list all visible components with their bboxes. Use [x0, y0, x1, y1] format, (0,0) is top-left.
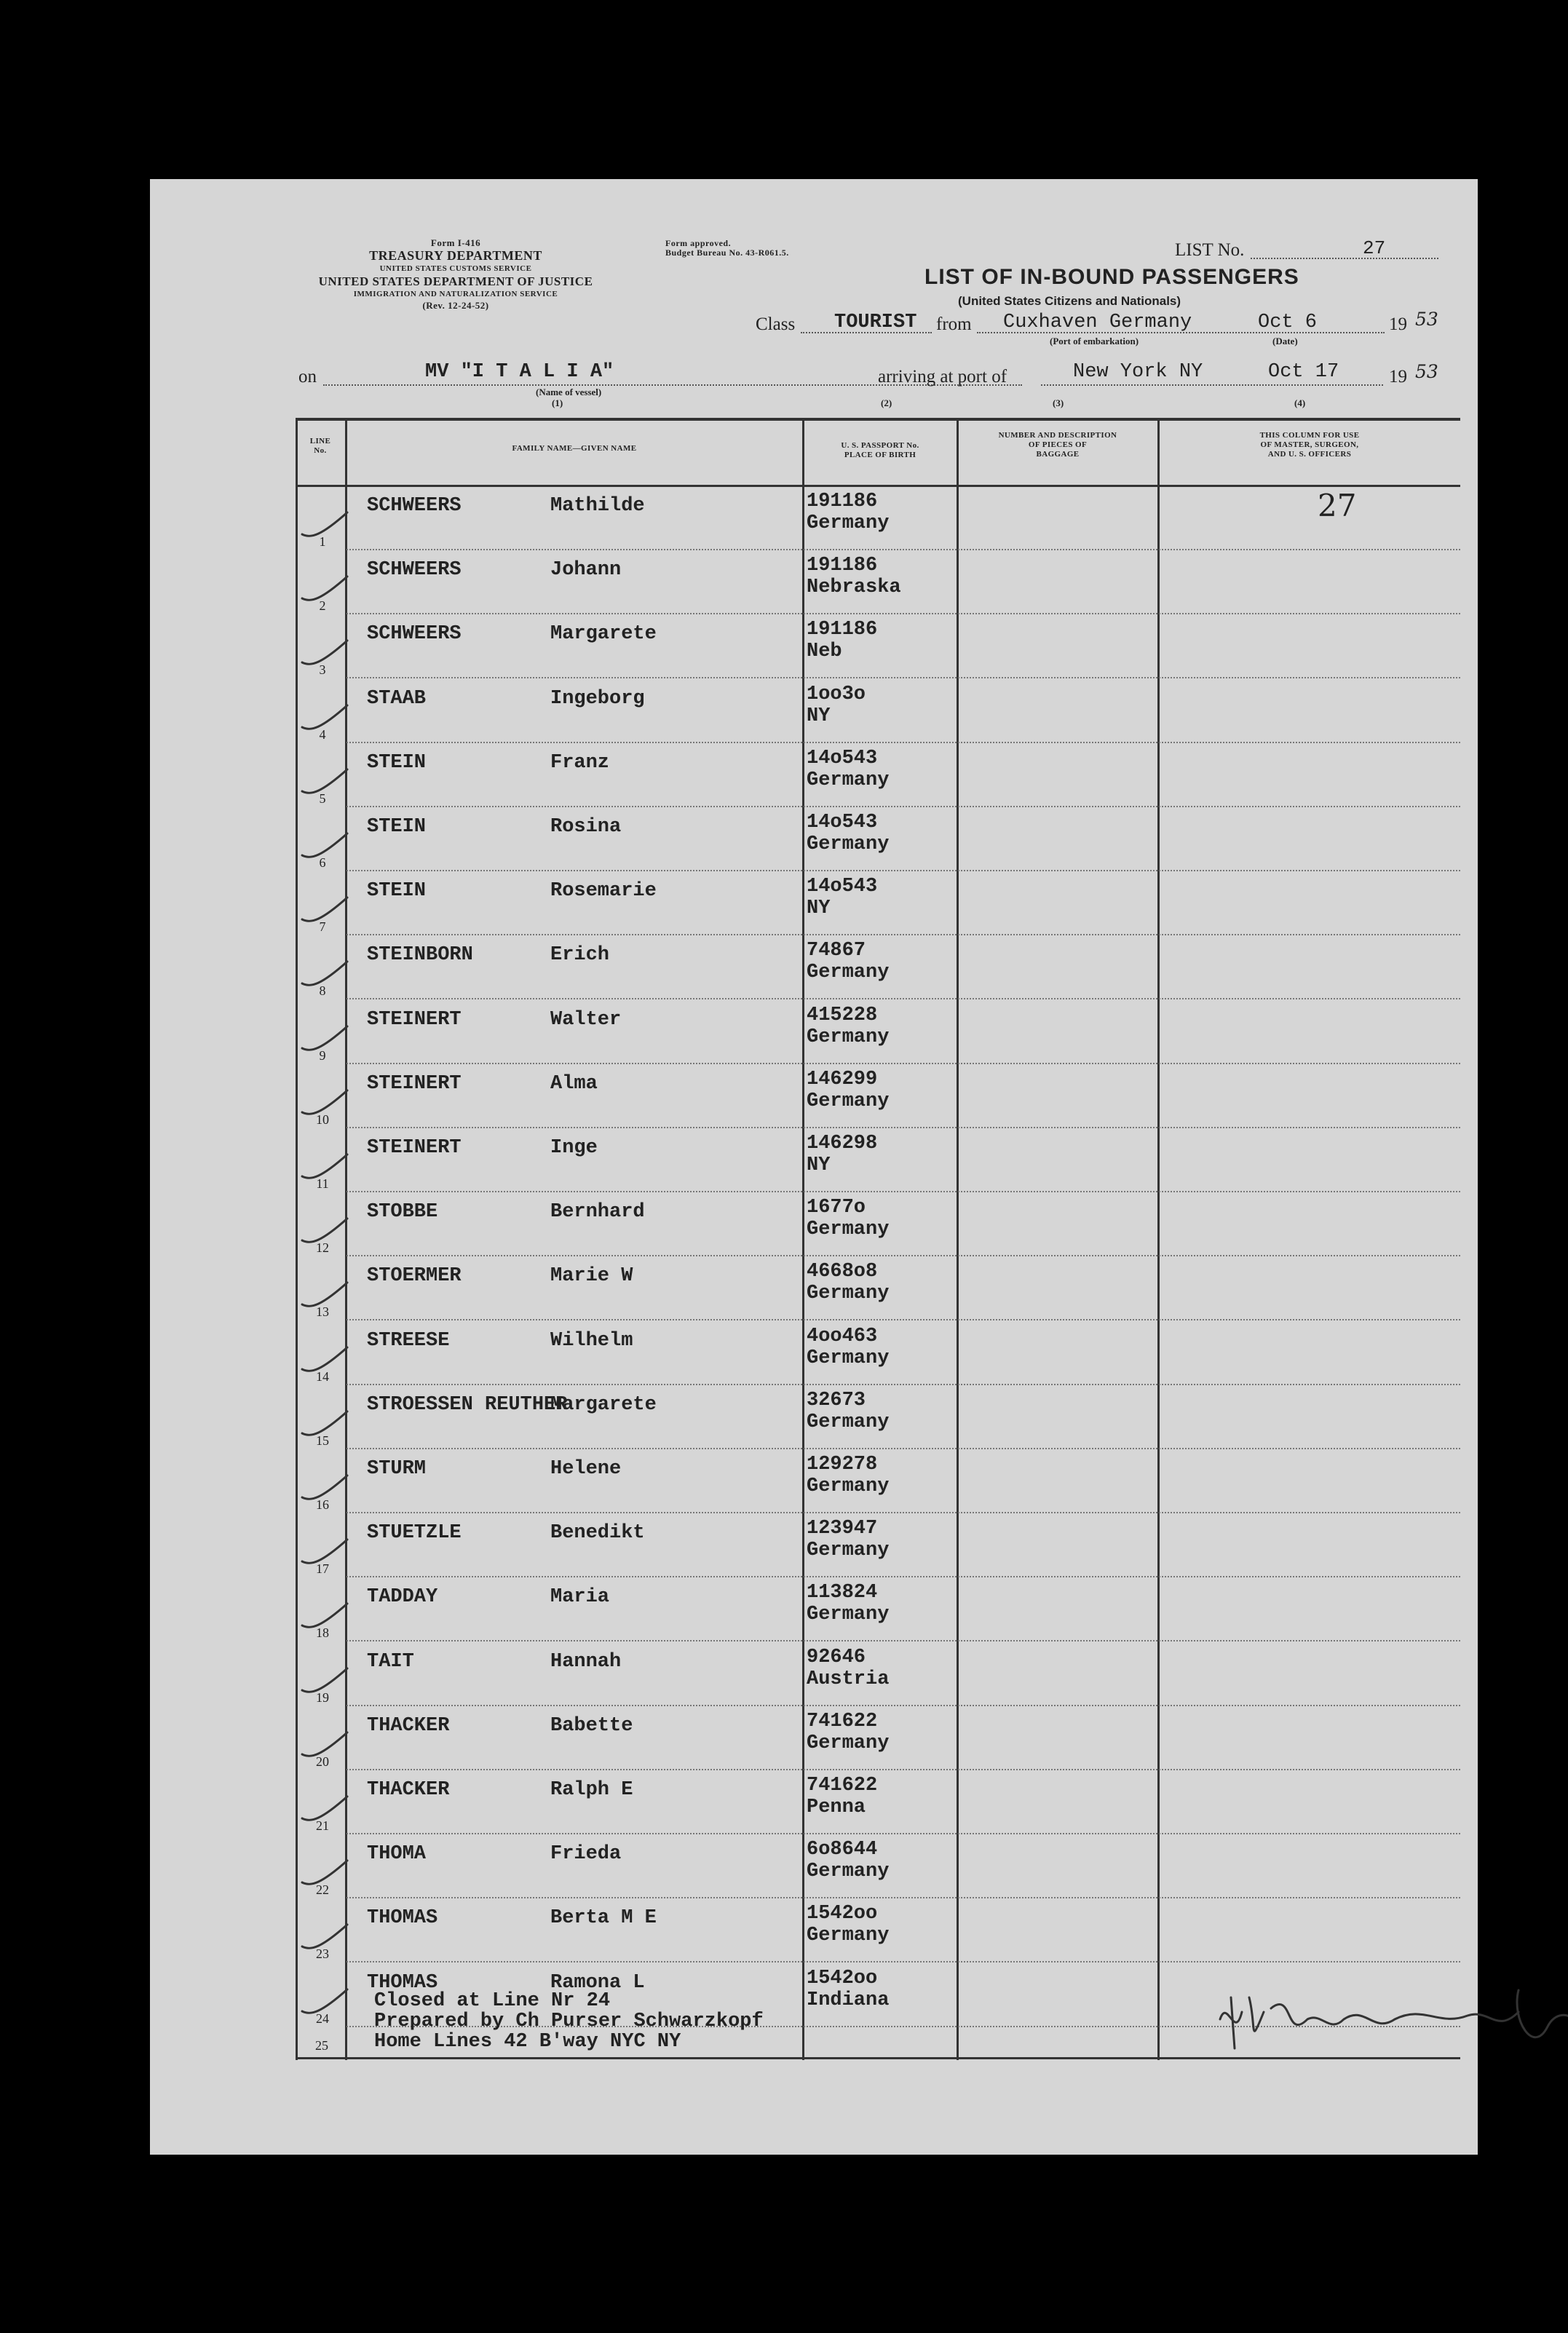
list-no-line — [1251, 258, 1438, 259]
on-label: on — [298, 367, 317, 387]
place-of-birth: Austria — [807, 1668, 890, 1690]
place-of-birth: Germany — [807, 1861, 890, 1883]
table-row — [296, 486, 1460, 550]
passport-number: 741622 — [807, 1710, 878, 1732]
given-name: Johann — [550, 559, 622, 582]
arr-year-prefix: 19 — [1389, 367, 1407, 387]
given-name: Walter — [550, 1008, 622, 1031]
line-number: 10 — [316, 1112, 329, 1127]
passport-birthplace — [807, 1903, 889, 1946]
form-approved: Form approved. — [665, 238, 732, 248]
given-name: Helene — [550, 1458, 622, 1480]
given-name: Mathilde — [550, 495, 645, 517]
family-name: STEIN — [367, 751, 427, 774]
passport-birthplace — [807, 1390, 889, 1433]
table-row — [296, 1000, 1460, 1064]
place-of-birth: Germany — [807, 833, 890, 855]
justice-dept: UNITED STATES DEPARTMENT OF JUSTICE — [318, 274, 593, 288]
passport-birthplace — [807, 1775, 877, 1818]
passport-number: 4668o8 — [807, 1261, 878, 1283]
passport-birthplace — [807, 1326, 889, 1369]
place-of-birth: Germany — [807, 1347, 890, 1369]
passport-number: 191186 — [807, 491, 878, 512]
line-number: 21 — [316, 1818, 329, 1833]
col-header-passport — [804, 441, 957, 460]
place-of-birth: Penna — [807, 1797, 866, 1818]
embark-caption: (Port of embarkation) — [1050, 336, 1139, 346]
line-number: 7 — [319, 919, 326, 935]
page-title: LIST OF IN-BOUND PASSENGERS — [924, 265, 1299, 289]
line-number: 15 — [316, 1433, 329, 1448]
treasury-dept: TREASURY DEPARTMENT — [369, 248, 542, 263]
given-name: Berta M E — [550, 1907, 657, 1930]
passport-birthplace — [807, 1968, 889, 2011]
from-value: Cuxhaven Germany — [1003, 312, 1192, 333]
line-number: 17 — [316, 1561, 329, 1577]
col-line-2: No. — [314, 446, 327, 455]
passport-number: 14o543 — [807, 812, 878, 833]
passport-birthplace — [807, 555, 901, 598]
line-number: 4 — [319, 726, 326, 742]
list-no-value: 27 — [1363, 237, 1386, 259]
table-top-border — [296, 418, 1460, 421]
table-row — [296, 1064, 1460, 1128]
passport-birthplace — [807, 1518, 889, 1561]
passport-number: 1542oo — [807, 1967, 878, 1989]
line-number: 2 — [319, 598, 326, 614]
family-name: STREESE — [367, 1329, 450, 1352]
col-header-name — [347, 444, 802, 453]
passport-number: 1677o — [807, 1197, 866, 1219]
line-number: 5 — [319, 791, 326, 806]
passport-birthplace — [807, 812, 889, 855]
family-name: THOMAS — [367, 1971, 438, 1994]
passport-number: 191186 — [807, 619, 878, 641]
line-number: 8 — [319, 983, 326, 999]
family-name: STURM — [367, 1458, 427, 1480]
table-row — [296, 1770, 1460, 1834]
col-header-line — [296, 437, 345, 456]
given-name: Ralph E — [550, 1779, 633, 1801]
col-passport-2: PLACE OF BIRTH — [844, 451, 916, 459]
class-label: Class — [756, 314, 796, 334]
footer-home-lines: Home Lines 42 B'way NYC NY — [374, 2031, 681, 2053]
col-header-officers — [1159, 431, 1460, 459]
place-of-birth: Germany — [807, 1090, 890, 1112]
table-row — [296, 1834, 1460, 1898]
family-name: STROESSEN REUTHER — [367, 1393, 568, 1416]
table-row — [296, 1256, 1460, 1320]
family-name: SCHWEERS — [367, 623, 462, 646]
passport-birthplace — [807, 1005, 889, 1048]
place-of-birth: Germany — [807, 1026, 890, 1048]
place-of-birth: Germany — [807, 962, 890, 984]
dep-year-prefix: 19 — [1389, 314, 1407, 334]
family-name: STEINERT — [367, 1072, 462, 1095]
family-name: THACKER — [367, 1714, 450, 1737]
list-no-label: LIST No. — [1175, 240, 1245, 260]
table-row — [296, 1577, 1460, 1641]
line-number: 24 — [316, 2011, 329, 2026]
col-baggage-1: NUMBER AND DESCRIPTION — [998, 431, 1117, 440]
col-baggage-2: OF PIECES OF — [1028, 440, 1088, 449]
place-of-birth: Germany — [807, 769, 890, 791]
from-label: from — [936, 314, 972, 334]
officer-signature — [1205, 1968, 1568, 2070]
passport-number: 14o543 — [807, 876, 878, 898]
family-name: THOMAS — [367, 1907, 438, 1930]
place-of-birth: Germany — [807, 1283, 890, 1305]
passport-birthplace — [807, 1197, 889, 1240]
passport-number: 191186 — [807, 555, 878, 577]
vessel-name: MV "I T A L I A" — [425, 361, 614, 383]
line-number: 12 — [316, 1240, 329, 1256]
officer-note: 27 — [1318, 488, 1357, 523]
family-name: TADDAY — [367, 1586, 438, 1609]
arrival-port: New York NY — [1073, 361, 1203, 383]
form-number: Form I-416 — [430, 237, 481, 248]
passport-number: 113824 — [807, 1582, 878, 1604]
line-number: 11 — [316, 1176, 329, 1191]
table-row — [296, 550, 1460, 614]
table-row — [296, 1321, 1460, 1385]
passport-birthplace — [807, 876, 877, 919]
form-header — [292, 237, 619, 312]
arrival-date: Oct 17 — [1268, 361, 1339, 383]
line-number: 20 — [316, 1754, 329, 1769]
form-approval — [665, 239, 789, 258]
given-name: Rosina — [550, 816, 622, 838]
given-name: Alma — [550, 1072, 598, 1095]
place-of-birth: Germany — [807, 1732, 890, 1754]
given-name: Rosemarie — [550, 880, 657, 903]
table-row — [296, 743, 1460, 807]
family-name: STAAB — [367, 687, 427, 710]
passport-number: 415228 — [807, 1004, 878, 1026]
place-of-birth: Germany — [807, 512, 890, 534]
table-row — [296, 1642, 1460, 1706]
table-row — [296, 1192, 1460, 1256]
col4-caption: (4) — [1294, 397, 1306, 408]
place-of-birth: Germany — [807, 1925, 890, 1947]
family-name: SCHWEERS — [367, 559, 462, 582]
line-number: 1 — [319, 534, 326, 549]
passport-birthplace — [807, 1582, 889, 1625]
arriving-label: arriving at port of — [878, 367, 1007, 387]
line-number: 13 — [316, 1304, 329, 1320]
passport-number: 92646 — [807, 1646, 866, 1668]
place-of-birth: Germany — [807, 1540, 890, 1562]
footer-closed: Closed at Line Nr 24 — [374, 1990, 611, 2012]
line-number: 6 — [319, 855, 326, 870]
given-name: Ramona L — [550, 1971, 645, 1994]
table-row — [296, 1385, 1460, 1449]
line-number: 16 — [316, 1497, 329, 1512]
passport-number: 146298 — [807, 1133, 878, 1154]
passport-number: 1oo3o — [807, 683, 866, 705]
customs-service: UNITED STATES CUSTOMS SERVICE — [379, 264, 532, 273]
col-officers-2: OF MASTER, SURGEON, — [1260, 440, 1359, 449]
table-row — [296, 614, 1460, 678]
col-line-1: LINE — [309, 437, 331, 445]
given-name: Babette — [550, 1714, 633, 1737]
last-line-number: 25 — [315, 2038, 328, 2053]
passport-number: 741622 — [807, 1775, 878, 1797]
passport-number: 129278 — [807, 1454, 878, 1476]
place-of-birth: Germany — [807, 1476, 890, 1497]
line-number: 14 — [316, 1368, 329, 1384]
table-row — [296, 1706, 1460, 1770]
col-officers-3: AND U. S. OFFICERS — [1267, 450, 1352, 459]
line-number: 22 — [316, 1882, 329, 1898]
departure-date: Oct 6 — [1258, 312, 1318, 333]
passenger-table — [296, 418, 1460, 2060]
col-baggage-3: BAGGAGE — [1036, 450, 1080, 459]
place-of-birth: NY — [807, 1154, 831, 1176]
place-of-birth: Neb — [807, 641, 842, 663]
passport-birthplace — [807, 491, 889, 534]
page-subtitle: (United States Citizens and Nationals) — [958, 294, 1181, 308]
passport-birthplace — [807, 1261, 889, 1304]
family-name: STEIN — [367, 880, 427, 903]
col-officers-1: THIS COLUMN FOR USE — [1259, 431, 1360, 440]
ins-service: IMMIGRATION AND NATURALIZATION SERVICE — [353, 290, 558, 298]
place-of-birth: Germany — [807, 1219, 890, 1241]
passport-birthplace — [807, 1711, 889, 1754]
form-revision: (Rev. 12-24-52) — [422, 300, 489, 311]
table-row — [296, 807, 1460, 871]
place-of-birth: NY — [807, 898, 831, 920]
passport-number: 14o543 — [807, 747, 878, 769]
family-name: TAIT — [367, 1650, 414, 1673]
passport-birthplace — [807, 940, 889, 983]
passport-birthplace — [807, 1839, 889, 1882]
given-name: Wilhelm — [550, 1329, 633, 1352]
given-name: Erich — [550, 944, 610, 967]
place-of-birth: Indiana — [807, 1989, 890, 2011]
line-number: 9 — [319, 1047, 326, 1063]
passport-number: 74867 — [807, 940, 866, 962]
given-name: Marie W — [550, 1265, 633, 1288]
given-name: Hannah — [550, 1650, 622, 1673]
table-row — [296, 871, 1460, 935]
family-name: STOERMER — [367, 1265, 462, 1288]
family-name: THACKER — [367, 1779, 450, 1801]
family-name: STEIN — [367, 816, 427, 838]
table-row — [296, 1128, 1460, 1192]
table-row — [296, 935, 1460, 999]
col-header-baggage — [958, 431, 1157, 459]
passport-birthplace — [807, 684, 866, 727]
date-caption: (Date) — [1272, 336, 1298, 346]
line-number: 19 — [316, 1690, 329, 1705]
family-name: STEINERT — [367, 1008, 462, 1031]
footer-prepared: Prepared by Ch Purser Schwarzkopf — [374, 2011, 764, 2032]
given-name: Inge — [550, 1137, 598, 1159]
family-name: STUETZLE — [367, 1522, 462, 1545]
dep-year: 53 — [1415, 309, 1438, 330]
passport-number: 32673 — [807, 1389, 866, 1411]
given-name: Frieda — [550, 1843, 622, 1866]
given-name: Bernhard — [550, 1201, 645, 1224]
given-name: Franz — [550, 751, 610, 774]
col3-caption: (3) — [1053, 397, 1064, 408]
table-row — [296, 679, 1460, 743]
manifest-sheet — [150, 179, 1478, 2155]
passport-birthplace — [807, 619, 877, 662]
family-name: SCHWEERS — [367, 495, 462, 517]
passport-number: 123947 — [807, 1518, 878, 1540]
passport-number: 146299 — [807, 1068, 878, 1090]
passport-birthplace — [807, 748, 889, 791]
family-name: STEINERT — [367, 1137, 462, 1159]
family-name: STOBBE — [367, 1201, 438, 1224]
passport-birthplace — [807, 1647, 889, 1690]
table-row — [296, 1513, 1460, 1577]
line-number: 23 — [316, 1946, 329, 1962]
col2-caption: (2) — [881, 397, 892, 408]
budget-bureau: Budget Bureau No. 43-R061.5. — [665, 247, 789, 258]
class-value: TOURIST — [834, 312, 917, 333]
table-row — [296, 1449, 1460, 1513]
col-passport-1: U. S. PASSPORT No. — [841, 441, 919, 450]
given-name: Ingeborg — [550, 687, 645, 710]
passport-number: 6o8644 — [807, 1839, 878, 1861]
col1-caption: (1) — [552, 397, 563, 408]
vessel-caption: (Name of vessel) — [536, 387, 602, 397]
given-name: Margarete — [550, 1393, 657, 1416]
family-name: THOMA — [367, 1843, 427, 1866]
family-name: STEINBORN — [367, 944, 473, 967]
line-number: 18 — [316, 1625, 329, 1641]
passport-number: 1542oo — [807, 1903, 878, 1925]
place-of-birth: NY — [807, 705, 831, 727]
passport-birthplace — [807, 1454, 889, 1497]
given-name: Margarete — [550, 623, 657, 646]
place-of-birth: Germany — [807, 1604, 890, 1626]
passport-number: 4oo463 — [807, 1325, 878, 1347]
given-name: Maria — [550, 1586, 610, 1609]
line-number: 3 — [319, 662, 326, 678]
given-name: Benedikt — [550, 1522, 645, 1545]
passport-birthplace — [807, 1133, 877, 1176]
port-line — [1041, 384, 1383, 386]
place-of-birth: Nebraska — [807, 577, 901, 599]
col-name: FAMILY NAME—GIVEN NAME — [512, 444, 637, 453]
arr-year: 53 — [1415, 361, 1438, 382]
passport-birthplace — [807, 1069, 889, 1112]
table-row — [296, 1898, 1460, 1962]
place-of-birth: Germany — [807, 1411, 890, 1433]
